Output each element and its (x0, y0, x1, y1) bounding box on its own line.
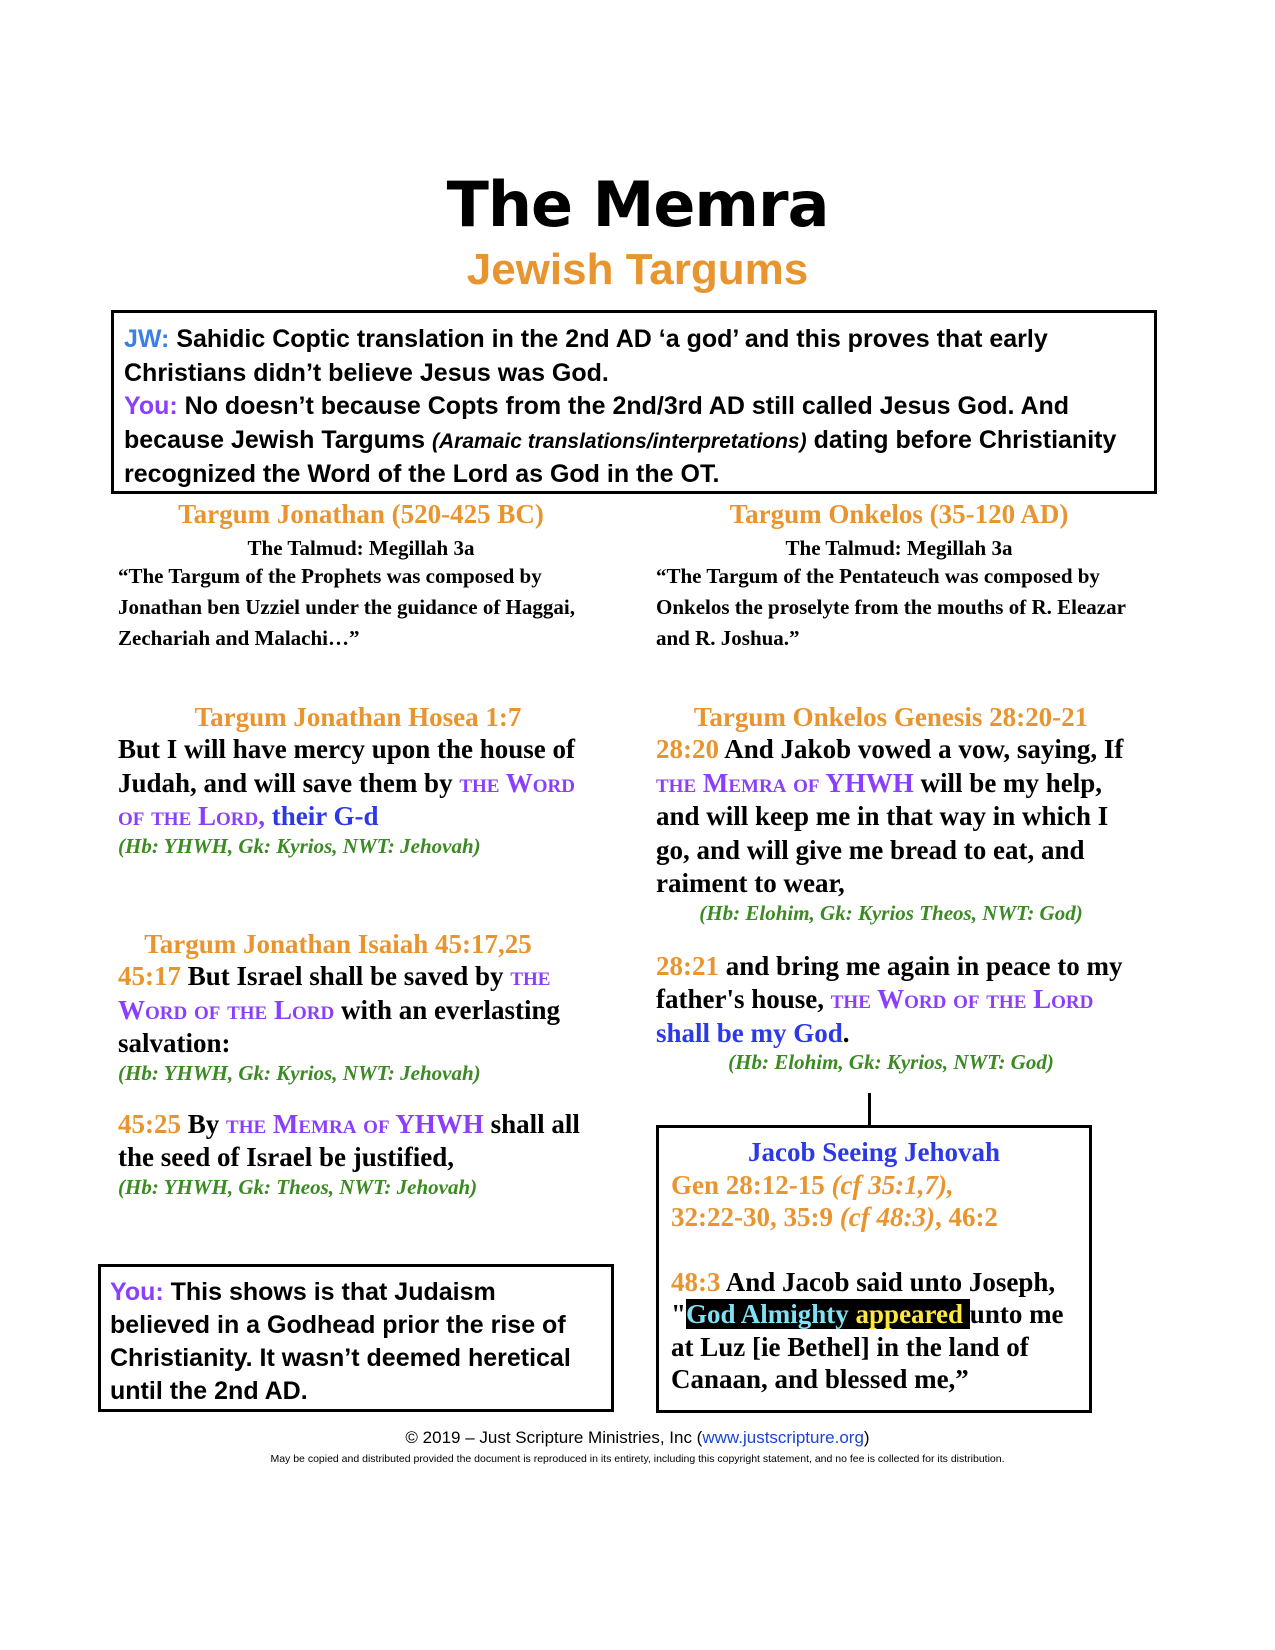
jacob-refs-1a: Gen 28:12-15 (671, 1169, 825, 1200)
jonathan-title: Targum Jonathan (520-425 BC) (178, 499, 544, 529)
genesis-verse-21 (656, 950, 1126, 1051)
hosea-memra: the Word of the Lord, (118, 767, 575, 831)
onkelos-title: Targum Onkelos (35-120 AD) (729, 499, 1069, 529)
jacob-verse-text-2: unto me at Luz [ie Bethel] in the land of Canaan, and blessed me,” (671, 1299, 1064, 1394)
isaiah-25-note: (Hb: YHWH, Gk: Theos, NWT: Jehovah) (118, 1174, 478, 1199)
jacob-refs-1b: (cf 35:1,7), (831, 1169, 954, 1200)
isaiah-25-text-2: shall all the seed of Israel be justified, (118, 1108, 580, 1172)
jacob-quote-open: " (671, 1299, 686, 1329)
jacob-box-refs-2 (671, 1201, 1077, 1234)
genesis-21-ref: 28:21 (656, 950, 719, 981)
jacob-box-refs-1 (671, 1169, 1077, 1202)
jacob-refs-2c: , 46:2 (934, 1202, 998, 1232)
jacob-box (656, 1125, 1092, 1413)
jonathan-talmud-ref: The Talmud: Megillah 3a (247, 536, 475, 560)
you-box-text: This shows is that Judaism believed in a Godhead prior the rise of Christianity. It wasn’t deemed heretical until the 2nd AD. (110, 1278, 571, 1405)
footer-link[interactable]: www.justscripture.org (702, 1428, 864, 1447)
jacob-verse (671, 1266, 1077, 1396)
jw-label: JW: (124, 325, 170, 353)
jacob-refs-2a: 32:22-30, 35:9 (671, 1202, 833, 1232)
jacob-verse-text-1: And Jacob said unto Joseph, (725, 1266, 1056, 1297)
footer-copyright-text: © 2019 – Just Scripture Ministries, Inc ( (405, 1428, 703, 1447)
hosea-verse (118, 733, 598, 834)
isaiah-25-ref: 45:25 (118, 1108, 181, 1139)
genesis-title: Targum Onkelos Genesis 28:20-21 (693, 702, 1089, 732)
hosea-text: But I will have mercy upon the house of Judah, and will save them by (118, 734, 576, 798)
jacob-verse-ref: 48:3 (671, 1266, 721, 1297)
onkelos-section (656, 499, 1142, 654)
connector-line (868, 1093, 871, 1125)
jacob-box-title: Jacob Seeing Jehovah (747, 1137, 1001, 1167)
jonathan-quote: “The Targum of the Prophets was composed by Jonathan ben Uzziel under the guidance of Haggai, Zechariah and Malachi…” (118, 564, 575, 650)
isaiah-17-ref: 45:17 (118, 961, 181, 991)
you-conclusion-box (98, 1264, 614, 1412)
page-title: The Memra (446, 168, 829, 241)
genesis-verse-20 (656, 733, 1126, 901)
isaiah-17-note: (Hb: YHWH, Gk: Kyrios, NWT: Jehovah) (118, 1060, 481, 1085)
you-label: You: (124, 392, 178, 420)
hosea-god: their G-d (271, 801, 379, 831)
footer-note: May be copied and distributed provided the document is reproduced in its entirety, including this copyright statement, and no fee is collected for its distribution. (270, 1453, 1005, 1465)
isaiah-section (118, 929, 598, 1200)
genesis-21-period: . (842, 1017, 850, 1048)
hosea-section (118, 702, 598, 859)
footer-copyright (0, 1428, 1275, 1448)
jacob-highlight (686, 1299, 970, 1329)
isaiah-17-memra: the Word of the Lord (118, 961, 551, 1025)
genesis-section (656, 702, 1126, 1075)
footer-close: ) (863, 1428, 870, 1447)
isaiah-title: Targum Jonathan Isaiah 45:17,25 (144, 929, 532, 959)
genesis-20-text-2: will be my help, and will keep me in that way in which I go, and will give me bread to eat, and raiment to wear, (656, 767, 1109, 898)
onkelos-quote: “The Targum of the Pentateuch was composed by Onkelos the proselyte from the mouths of R. Eleazar and R. Joshua.” (656, 564, 1126, 650)
genesis-21-note: (Hb: Elohim, Gk: Kyrios, NWT: God) (728, 1050, 1054, 1074)
hosea-title: Targum Jonathan Hosea 1:7 (194, 702, 522, 732)
genesis-20-text-1: And Jakob vowed a vow, saying, If (724, 734, 1124, 764)
intro-box (111, 310, 1157, 494)
you-paren: (Aramaic translations/interpretations) (432, 429, 807, 453)
you-text-2: dating before Christianity recognized the Word of the Lord as God in the OT. (124, 425, 1117, 488)
you-box-label: You: (110, 1278, 164, 1306)
jacob-hl-god-almighty: God Almighty (686, 1299, 849, 1329)
genesis-21-text-1: and bring me again in peace to my father's house, (656, 950, 1123, 1014)
you-text-1: No doesn’t because Copts from the 2nd/3rd AD still called Jesus God. And because Jewish Targums (124, 392, 1070, 454)
genesis-20-memra: the Memra of YHWH (656, 767, 914, 798)
jonathan-section (118, 499, 604, 654)
isaiah-17-text-2: with an everlasting salvation: (118, 994, 560, 1058)
jacob-refs-2b: (cf 48:3) (839, 1202, 935, 1232)
isaiah-verse-25 (118, 1108, 598, 1175)
genesis-21-god: shall be my God (656, 1017, 843, 1048)
genesis-21-memra: the Word of the Lord (830, 984, 1094, 1014)
isaiah-verse-17 (118, 960, 598, 1061)
jw-text: Sahidic Coptic translation in the 2nd AD ‘a god’ and this proves that early Christians didn’t believe Jesus was God. (124, 325, 1048, 387)
isaiah-25-memra: the Memra of YHWH (226, 1108, 484, 1139)
hosea-note: (Hb: YHWH, Gk: Kyrios, NWT: Jehovah) (118, 833, 481, 858)
isaiah-25-text-1: By (187, 1108, 220, 1139)
genesis-20-note: (Hb: Elohim, Gk: Kyrios Theos, NWT: God) (699, 900, 1083, 925)
isaiah-17-text-1: But Israel shall be saved by (187, 961, 504, 991)
page-subtitle: Jewish Targums (466, 245, 809, 294)
onkelos-talmud-ref: The Talmud: Megillah 3a (785, 536, 1013, 560)
jacob-hl-appeared: appeared (855, 1299, 964, 1329)
genesis-20-ref: 28:20 (656, 734, 719, 764)
